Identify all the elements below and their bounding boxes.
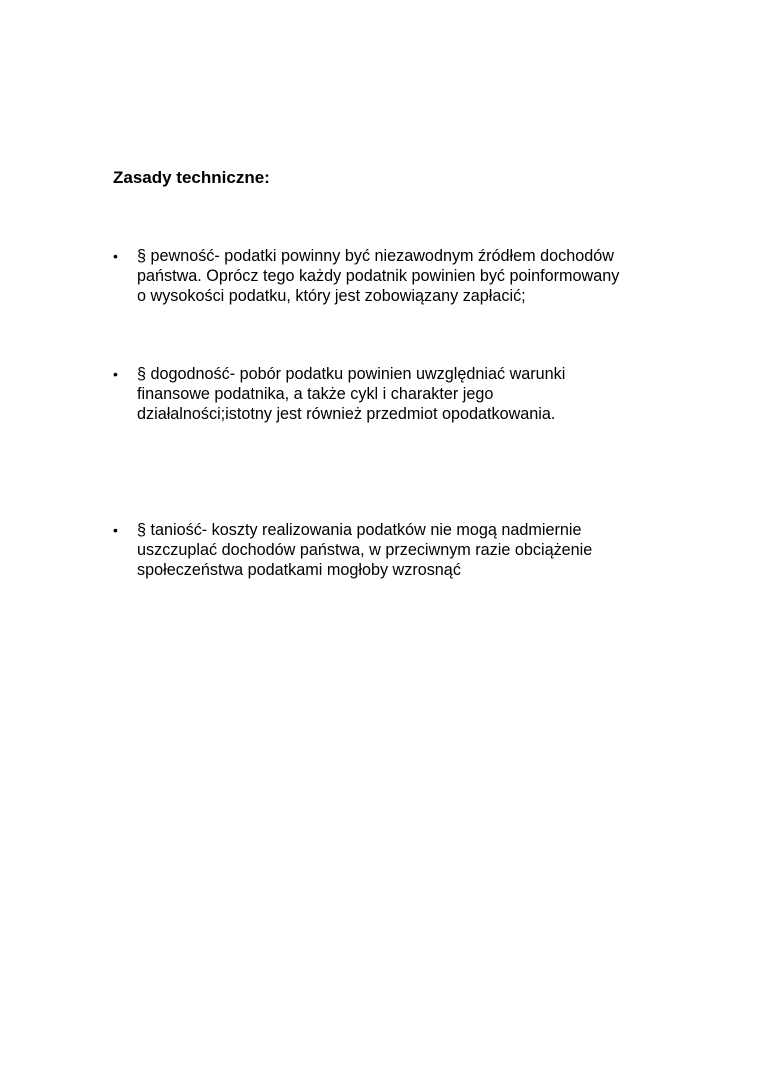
- text-line: uszczuplać dochodów państwa, w przeciwnym razie obciążenie: [137, 541, 593, 559]
- text-line: finansowe podatnika, a także cykl i charakter jego: [137, 385, 494, 403]
- text-line: o wysokości podatku, który jest zobowiązany zapłacić;: [137, 287, 526, 305]
- bullet-icon: •: [113, 522, 118, 538]
- list-item-text: [137, 364, 697, 424]
- text-line: § pewność- podatki powinny być niezawodnym źródłem dochodów: [137, 247, 614, 265]
- text-line: działalności;istotny jest również przedmiot opodatkowania.: [137, 405, 556, 423]
- bullet-icon: •: [113, 248, 118, 264]
- text-line: społeczeństwa podatkami mogłoby wzrosnąć: [137, 561, 461, 579]
- bullet-icon: •: [113, 366, 118, 382]
- text-line: państwa. Oprócz tego każdy podatnik powinien być poinformowany: [137, 267, 620, 285]
- text-line: § taniość- koszty realizowania podatków nie mogą nadmiernie: [137, 521, 582, 539]
- section-heading: Zasady techniczne:: [113, 168, 270, 187]
- text-line: § dogodność- pobór podatku powinien uwzględniać warunki: [137, 365, 566, 383]
- list-item-text: [137, 520, 697, 580]
- list-item-text: [137, 246, 697, 306]
